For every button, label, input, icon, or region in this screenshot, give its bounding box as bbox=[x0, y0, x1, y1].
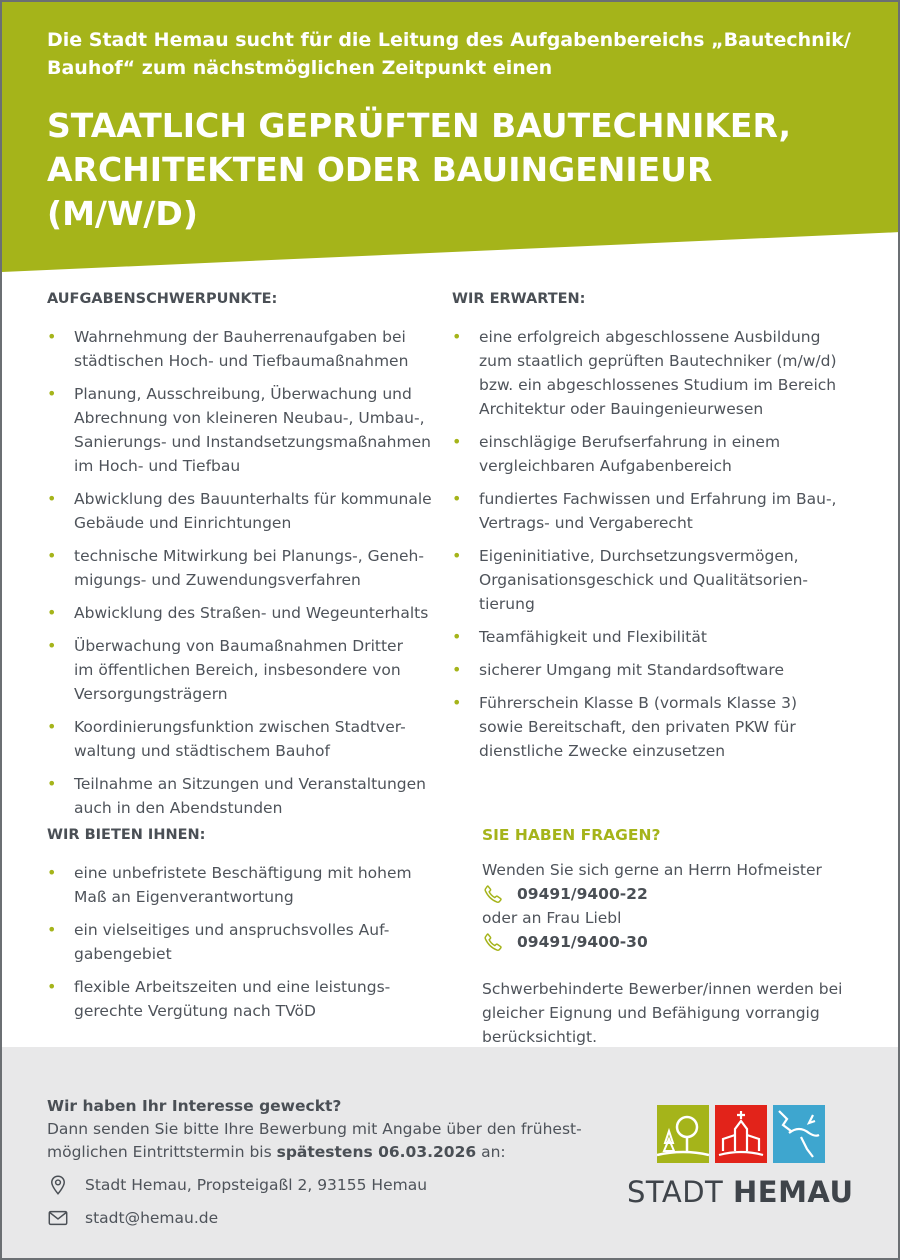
tasks-list bbox=[47, 325, 447, 820]
list-item-line: sowie Bereitschaft, den privaten PKW für bbox=[479, 718, 796, 736]
bullet-icon: • bbox=[47, 327, 57, 346]
list-item-line: tierung bbox=[479, 595, 535, 613]
contact-block bbox=[482, 858, 872, 1049]
address-row bbox=[47, 1174, 427, 1196]
list-item bbox=[47, 325, 447, 373]
list-item-line: auch in den Abendstunden bbox=[74, 799, 283, 817]
list-item-line: Wahrnehmung der Bauherrenaufgaben bei bbox=[74, 328, 406, 346]
expect-section bbox=[452, 291, 862, 772]
list-item-line: Organisationsgeschick und Qualitätsorien- bbox=[479, 571, 809, 589]
list-item-line: im Hoch- und Tiefbau bbox=[74, 457, 241, 475]
list-item-line: Führerschein Klasse B (vormals Klasse 3) bbox=[479, 694, 798, 712]
job-title-line: (M/W/D) bbox=[47, 194, 198, 233]
questions-heading: SIE HABEN FRAGEN? bbox=[482, 826, 661, 844]
list-item-line: eine unbefristete Beschäftigung mit hohem bbox=[74, 864, 412, 882]
list-item-line: Sanierungs- und Instandsetzungsmaßnahmen bbox=[74, 433, 431, 451]
phone-icon bbox=[482, 883, 504, 905]
list-item bbox=[47, 975, 447, 1023]
list-item bbox=[452, 430, 862, 478]
address: Stadt Hemau, Propsteigaßl 2, 93155 Hemau bbox=[85, 1176, 428, 1194]
list-item-line: einschlägige Berufserfahrung in einem bbox=[479, 433, 781, 451]
logo-wordmark bbox=[627, 1175, 862, 1209]
list-item bbox=[47, 601, 447, 625]
bullet-icon: • bbox=[47, 774, 57, 793]
list-item-line: im öffentlichen Bereich, insbesondere von bbox=[74, 661, 401, 679]
email-row[interactable] bbox=[47, 1207, 218, 1229]
list-item-line: Überwachung von Baumaßnahmen Dritter bbox=[74, 637, 403, 655]
application-line-2-suffix: an: bbox=[476, 1143, 506, 1161]
list-item-line: eine erfolgreich abgeschlossene Ausbildung bbox=[479, 328, 821, 346]
logo-word-stadt: STADT bbox=[627, 1175, 724, 1209]
intro-text: Die Stadt Hemau sucht für die Leitung des Aufgabenbereichs „Bautechnik/ Bauhof“ zum nächstmöglichen Zeitpunkt einen bbox=[47, 29, 851, 79]
list-item-line: Maß an Eigenverantwortung bbox=[74, 888, 294, 906]
list-item bbox=[452, 691, 862, 763]
note-line: Schwerbehinderte Bewerber/innen werden bei bbox=[482, 980, 843, 998]
expect-list bbox=[452, 325, 862, 763]
bullet-icon: • bbox=[47, 636, 57, 655]
email-link[interactable]: stadt@hemau.de bbox=[85, 1209, 219, 1227]
list-item-line: flexible Arbeitszeiten und eine leistungs- bbox=[74, 978, 391, 996]
bullet-icon: • bbox=[47, 977, 57, 996]
list-item-line: Abwicklung des Straßen- und Wegeunterhalts bbox=[74, 604, 429, 622]
logo-tiles bbox=[657, 1105, 862, 1163]
list-item-line: migungs- und Zuwendungsverfahren bbox=[74, 571, 361, 589]
bullet-icon: • bbox=[47, 546, 57, 565]
application-line-1: Dann senden Sie bitte Ihre Bewerbung mit Angabe über den frühest- bbox=[47, 1120, 582, 1138]
bullet-icon: • bbox=[452, 546, 462, 565]
list-item-line: technische Mitwirkung bei Planungs-, Geneh- bbox=[74, 547, 424, 565]
list-item bbox=[47, 918, 447, 966]
list-item bbox=[452, 658, 862, 682]
expect-heading: WIR ERWARTEN: bbox=[452, 291, 586, 307]
list-item-line: fundiertes Fachwissen und Erfahrung im Bau-, bbox=[479, 490, 837, 508]
phone-number-1[interactable]: 09491/9400-22 bbox=[517, 885, 648, 903]
note-line: gleicher Eignung und Befähigung vorrangig bbox=[482, 1004, 820, 1022]
list-item-line: waltung und städtischem Bauhof bbox=[74, 742, 330, 760]
list-item-line: sicherer Umgang mit Standardsoftware bbox=[479, 661, 784, 679]
list-item-line: Versorgungsträgern bbox=[74, 685, 228, 703]
bullet-icon: • bbox=[452, 432, 462, 451]
footer bbox=[2, 1047, 900, 1260]
bullet-icon: • bbox=[452, 693, 462, 712]
disability-note bbox=[482, 977, 872, 1049]
location-pin-icon bbox=[47, 1174, 69, 1196]
list-item-line: Koordinierungsfunktion zwischen Stadtver- bbox=[74, 718, 406, 736]
bullet-icon: • bbox=[47, 920, 57, 939]
list-item bbox=[452, 544, 862, 616]
note-line: berücksichtigt. bbox=[482, 1028, 598, 1046]
phone-row-1[interactable] bbox=[482, 882, 872, 906]
list-item bbox=[452, 325, 862, 421]
list-item-line: zum staatlich geprüften Bautechniker (m/w/d) bbox=[479, 352, 837, 370]
list-item-line: Gebäude und Einrichtungen bbox=[74, 514, 292, 532]
list-item-line: ein vielseitiges und anspruchsvolles Auf- bbox=[74, 921, 390, 939]
animal-tile-icon bbox=[773, 1105, 825, 1163]
deadline: spätestens 06.03.2026 bbox=[276, 1143, 477, 1161]
list-item-line: bzw. ein abgeschlossenes Studium im Bereich bbox=[479, 376, 837, 394]
list-item bbox=[452, 625, 862, 649]
offer-section bbox=[47, 827, 447, 1032]
logo-word-hemau: HEMAU bbox=[732, 1175, 854, 1209]
list-item-line: Eigeninitiative, Durchsetzungsvermögen, bbox=[479, 547, 799, 565]
list-item-line: Vertrags- und Vergaberecht bbox=[479, 514, 693, 532]
list-item-line: Abwicklung des Bauunterhalts für kommunale bbox=[74, 490, 432, 508]
job-title-line: ARCHITEKTEN ODER BAUINGENIEUR bbox=[47, 150, 713, 189]
job-title-line: STAATLICH GEPRÜFTEN BAUTECHNIKER, bbox=[47, 106, 792, 145]
bullet-icon: • bbox=[47, 603, 57, 622]
list-item-line: Teilnahme an Sitzungen und Veranstaltungen bbox=[74, 775, 426, 793]
mail-icon bbox=[47, 1207, 69, 1229]
application-line-2-prefix: möglichen Eintrittstermin bis bbox=[47, 1143, 277, 1161]
list-item bbox=[47, 634, 447, 706]
job-title bbox=[47, 104, 867, 236]
list-item bbox=[47, 544, 447, 592]
list-item bbox=[47, 487, 447, 535]
bullet-icon: • bbox=[47, 863, 57, 882]
list-item bbox=[47, 861, 447, 909]
tasks-section bbox=[47, 291, 447, 829]
list-item-line: Abrechnung von kleineren Neubau-, Umbau-, bbox=[74, 409, 425, 427]
bullet-icon: • bbox=[47, 489, 57, 508]
bullet-icon: • bbox=[452, 627, 462, 646]
list-item-line: vergleichbaren Aufgabenbereich bbox=[479, 457, 732, 475]
list-item bbox=[452, 487, 862, 535]
list-item-line: Teamfähigkeit und Flexibilität bbox=[479, 628, 707, 646]
application-info bbox=[47, 1095, 607, 1164]
bullet-icon: • bbox=[452, 660, 462, 679]
list-item bbox=[47, 382, 447, 478]
contact-person-1: Wenden Sie sich gerne an Herrn Hofmeister bbox=[482, 861, 822, 879]
list-item-line: Planung, Ausschreibung, Überwachung und bbox=[74, 385, 412, 403]
list-item-line: gabengebiet bbox=[74, 945, 172, 963]
stadt-hemau-logo bbox=[627, 1105, 862, 1209]
header-banner bbox=[2, 2, 900, 272]
bullet-icon: • bbox=[452, 489, 462, 508]
tree-tile-icon bbox=[657, 1105, 709, 1163]
church-tile-icon bbox=[715, 1105, 767, 1163]
interest-question: Wir haben Ihr Interesse geweckt? bbox=[47, 1097, 342, 1115]
offer-heading: WIR BIETEN IHNEN: bbox=[47, 827, 206, 843]
bullet-icon: • bbox=[452, 327, 462, 346]
list-item-line: städtischen Hoch- und Tiefbaumaßnahmen bbox=[74, 352, 409, 370]
questions-section bbox=[482, 826, 872, 1049]
tasks-heading: AUFGABENSCHWERPUNKTE: bbox=[47, 291, 278, 307]
list-item-line: Architektur oder Bauingenieurwesen bbox=[479, 400, 764, 418]
list-item-line: gerechte Vergütung nach TVöD bbox=[74, 1002, 316, 1020]
application-line-2 bbox=[47, 1141, 607, 1164]
bullet-icon: • bbox=[47, 717, 57, 736]
list-item bbox=[47, 772, 447, 820]
list-item-line: dienstliche Zwecke einzusetzen bbox=[479, 742, 726, 760]
list-item bbox=[47, 715, 447, 763]
offer-list bbox=[47, 861, 447, 1023]
contact-person-2: oder an Frau Liebl bbox=[482, 909, 622, 927]
phone-row-2[interactable] bbox=[482, 930, 872, 954]
bullet-icon: • bbox=[47, 384, 57, 403]
phone-number-2[interactable]: 09491/9400-30 bbox=[517, 933, 648, 951]
phone-icon bbox=[482, 931, 504, 953]
